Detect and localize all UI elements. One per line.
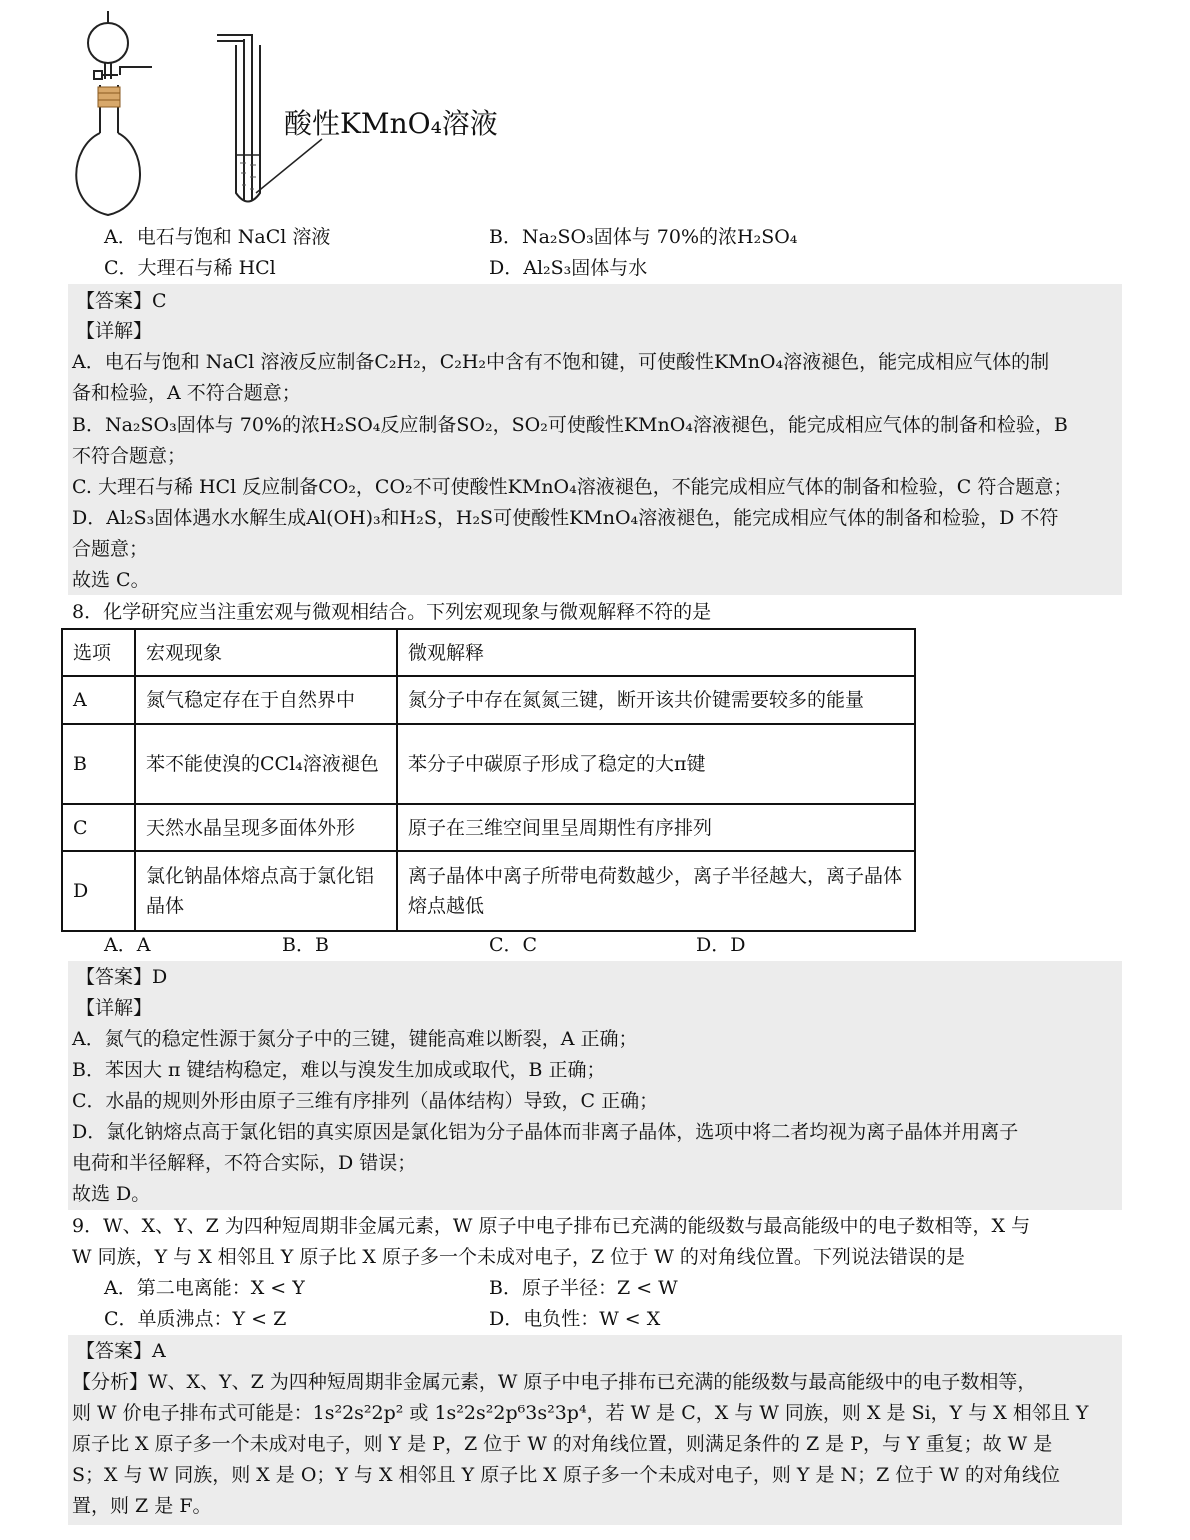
- q9-analysis-line: 原子比 X 原子多一个未成对电子，则 Y 是 P，Z 位于 W 的对角线位置，则满足条件的 Z 是 P，与 Y 重复；故 W 是: [72, 1433, 1053, 1455]
- q9-answer: 【答案】A: [76, 1340, 166, 1362]
- q9-option-b: B．原子半径：Z < W: [489, 1277, 678, 1299]
- q8-explain-head: 【详解】: [76, 997, 153, 1019]
- q8-answer: 【答案】D: [76, 966, 168, 988]
- q8-option-b: B．B: [282, 934, 329, 956]
- q9-analysis-line: 【分析】W、X、Y、Z 为四种短周期非金属元素，W 原子中电子排布已充满的能级数与最高能级中的电子数相等，: [72, 1371, 1037, 1393]
- q8-option-a: A．A: [104, 934, 151, 956]
- q9-analysis-line: 则 W 价电子排布式可能是：1s²2s²2p² 或 1s²2s²2p⁶3s²3p⁴，若 W 是 C，X 与 W 同族，则 X 是 Si，Y 与 X 相邻且 Y: [72, 1402, 1089, 1424]
- q7-answer: 【答案】C: [76, 290, 167, 312]
- q7-option-c: C．大理石与稀 HCl: [104, 257, 276, 279]
- q9-option-a: A．第二电离能：X < Y: [104, 1277, 305, 1299]
- q7-option-a: A．电石与饱和 NaCl 溶液: [104, 226, 331, 248]
- table-header-row: [62, 629, 915, 676]
- q8-explain-line: B．苯因大 π 键结构稳定，难以与溴发生加成或取代，B 正确；: [72, 1059, 606, 1081]
- q8-option-c: C．C: [489, 934, 538, 956]
- figure-label: 酸性KMnO₄溶液: [284, 107, 498, 140]
- q8-stem: 8．化学研究应当注重宏观与微观相结合。下列宏观现象与微观解释不符的是: [72, 601, 712, 623]
- q8-option-d: D．D: [696, 934, 746, 956]
- q7-option-b: B．Na₂SO₃固体与 70%的浓H₂SO₄: [489, 226, 798, 248]
- table-row: [62, 676, 915, 724]
- q7-explain-head: 【详解】: [76, 320, 153, 342]
- q8-explain-line: C．水晶的规则外形由原子三维有序排列（晶体结构）导致，C 正确；: [72, 1090, 659, 1112]
- table-cell: 天然水晶呈现多面体外形: [135, 804, 397, 851]
- q9-stem-line: 9．W、X、Y、Z 为四种短周期非金属元素，W 原子中电子排布已充满的能级数与最高能级中的电子数相等，X 与: [72, 1215, 1031, 1237]
- table-row: [62, 804, 915, 851]
- q7-explain-line: A．电石与饱和 NaCl 溶液反应制备C₂H₂，C₂H₂中含有不饱和键，可使酸性KMnO₄溶液褪色，能完成相应气体的制: [72, 351, 1050, 373]
- q7-option-d: D．Al₂S₃固体与水: [489, 257, 648, 279]
- q9-stem-line: W 同族，Y 与 X 相邻且 Y 原子比 X 原子多一个未成对电子，Z 位于 W 的对角线位置。下列说法错误的是: [72, 1246, 965, 1268]
- table-row: [62, 851, 915, 931]
- q9-analysis-line: 置，则 Z 是 F。: [72, 1495, 212, 1517]
- table-cell: C: [62, 804, 135, 851]
- table-header-cell: 宏观现象: [135, 629, 397, 676]
- table-row: [62, 724, 915, 804]
- q7-explain-line: 故选 C。: [72, 569, 150, 591]
- q8-explain-line: D．氯化钠熔点高于氯化铝的真实原因是氯化铝为分子晶体而非离子晶体，选项中将二者均视为离子晶体并用离子: [72, 1121, 1019, 1143]
- table-cell: 氮分子中存在氮氮三键，断开该共价键需要较多的能量: [397, 676, 915, 724]
- q8-explain-line: A．氮气的稳定性源于氮分子中的三键，键能高难以断裂，A 正确；: [72, 1028, 638, 1050]
- table-cell: 苯分子中碳原子形成了稳定的大π键: [397, 724, 915, 804]
- q7-explain-line: 不符合题意；: [72, 445, 187, 467]
- table-cell: B: [62, 724, 135, 804]
- table-cell: A: [62, 676, 135, 724]
- q9-analysis-line: S；X 与 W 同族，则 X 是 O；Y 与 X 相邻且 Y 原子比 X 原子多一个未成对电子，则 Y 是 N；Z 位于 W 的对角线位: [72, 1464, 1060, 1486]
- q8-explain-line: 故选 D。: [72, 1183, 151, 1205]
- table-header-cell: 微观解释: [397, 629, 915, 676]
- table-cell: 氯化钠晶体熔点高于氯化铝晶体: [135, 851, 397, 931]
- table-header-cell: 选项: [62, 629, 135, 676]
- q7-explain-line: 合题意；: [72, 538, 149, 560]
- table-cell: 氮气稳定存在于自然界中: [135, 676, 397, 724]
- q9-option-c: C．单质沸点：Y < Z: [104, 1308, 287, 1330]
- q7-explain-line: C. 大理石与稀 HCl 反应制备CO₂，CO₂不可使酸性KMnO₄溶液褪色，不能完成相应气体的制备和检验，C 符合题意；: [72, 476, 1073, 498]
- q8-explain-line: 电荷和半径解释，不符合实际，D 错误；: [72, 1152, 417, 1174]
- q7-explain-line: B．Na₂SO₃固体与 70%的浓H₂SO₄反应制备SO₂，SO₂可使酸性KMnO₄溶液褪色，能完成相应气体的制备和检验，B: [72, 414, 1068, 436]
- q8-table: [61, 628, 916, 932]
- table-cell: 苯不能使溴的CCl₄溶液褪色: [135, 724, 397, 804]
- q9-option-d: D．电负性：W < X: [489, 1308, 661, 1330]
- q7-explain-line: D．Al₂S₃固体遇水水解生成Al(OH)₃和H₂S，H₂S可使酸性KMnO₄溶液褪色，能完成相应气体的制备和检验，D 不符: [72, 507, 1059, 529]
- table-cell: 离子晶体中离子所带电荷数越少，离子半径越大，离子晶体熔点越低: [397, 851, 915, 931]
- table-cell: 原子在三维空间里呈周期性有序排列: [397, 804, 915, 851]
- table-cell: D: [62, 851, 135, 931]
- q7-explain-line: 备和检验，A 不符合题意；: [72, 382, 301, 404]
